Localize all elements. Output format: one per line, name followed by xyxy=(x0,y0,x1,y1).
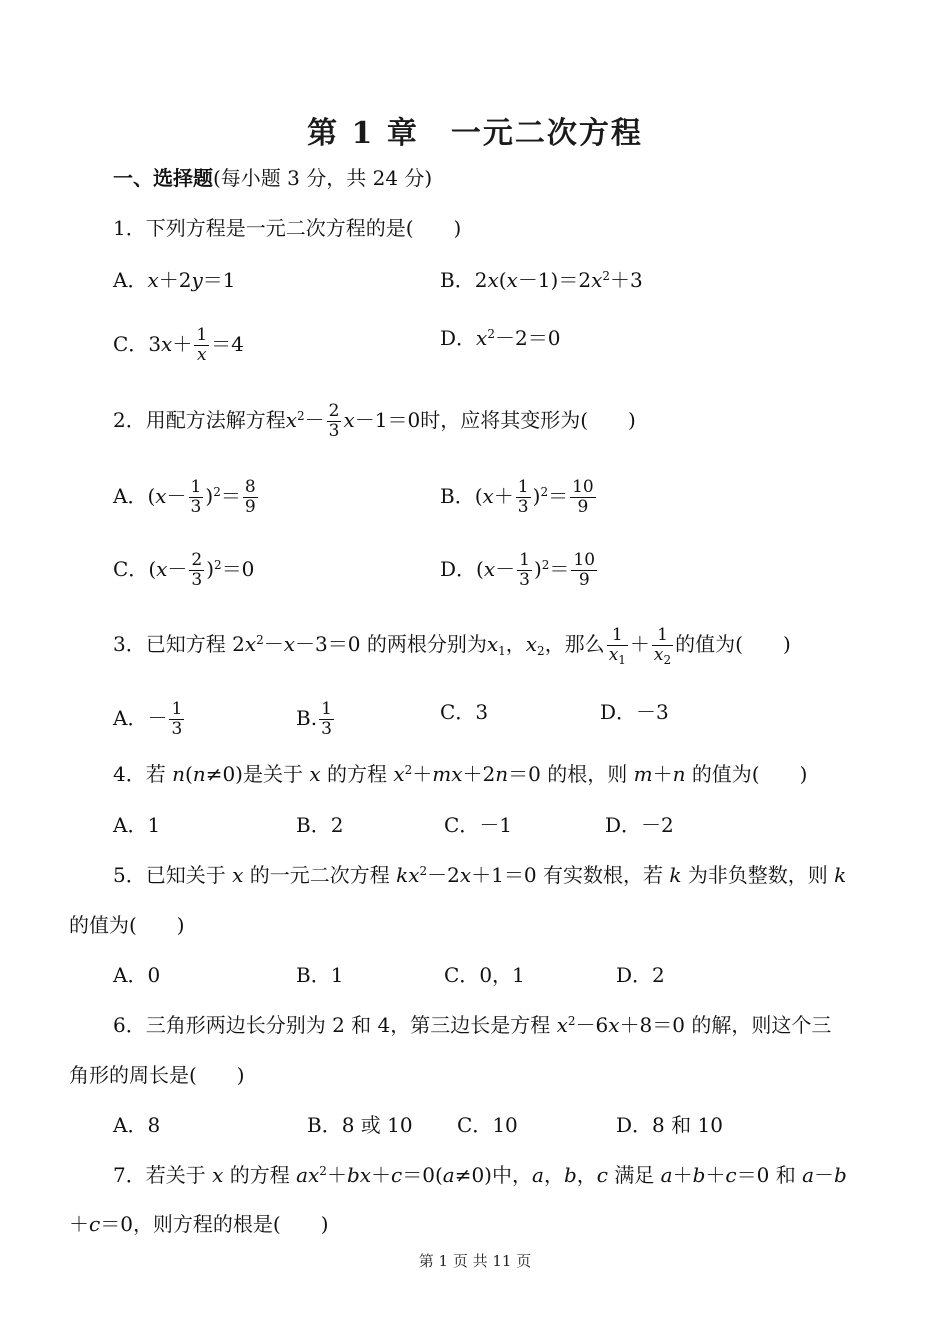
q1-option-b: B．$2x(x-1)=2x^2+3$ xyxy=(440,268,643,292)
q4-option-a: A．1 xyxy=(113,813,161,837)
section-note: (每小题 3 分，共 24 分) xyxy=(213,166,433,190)
question-5-line-2: 的值为( ) xyxy=(69,913,185,937)
q4-option-d: D．－2 xyxy=(605,813,674,837)
q1-option-d: D．$x^2-2=0$ xyxy=(440,326,561,350)
q6-option-b: B．8 或 10 xyxy=(307,1113,413,1137)
q5-option-a: A．0 xyxy=(113,963,161,987)
q6-option-d: D．8 和 10 xyxy=(616,1113,723,1137)
chapter-title: 第 1 章 一元二次方程 xyxy=(307,116,643,151)
question-2: 2．用配方法解方程$x^2-$ $\frac{2}{3}$ x－1＝0时，应将其变形为( ) xyxy=(113,401,636,441)
question-6-line-2: 角形的周长是( ) xyxy=(69,1063,245,1087)
question-6: 6．三角形两边长分别为 2 和 4，第三边长是方程 $x^2-6x+8=0$ 的解，则这个三 xyxy=(113,1013,832,1037)
question-7: 7．若关于 x 的方程 $ax^2+bx+c=0(a\ne 0)$中，a，b，c 满足 a＋b＋c＝0 和 a－b xyxy=(113,1163,847,1187)
page-footer: 第 1 页 共 11 页 xyxy=(418,1252,532,1270)
q6-option-c: C．10 xyxy=(457,1113,518,1137)
q6-option-a: A．8 xyxy=(113,1113,161,1137)
q4-option-c: C．－1 xyxy=(444,813,513,837)
question-5: 5．已知关于 x 的一元二次方程 $kx^2-2x+1=0$ 有实数根，若 k 为非负整数，则 k xyxy=(113,863,847,887)
q3-option-b: B. $\frac{1}{3}$ xyxy=(296,699,332,739)
q5-option-d: D．2 xyxy=(616,963,665,987)
q3-option-d: D．－3 xyxy=(600,700,669,724)
q3-option-c: C．3 xyxy=(440,700,489,724)
question-7-line-2: ＋c＝0，则方程的根是( ) xyxy=(69,1212,329,1236)
q5-option-c: C．0，1 xyxy=(444,963,525,987)
fraction: $\frac{1}{x}$ xyxy=(196,325,208,365)
q3-option-a: A．－ $\frac{1}{3}$ xyxy=(113,699,183,739)
q4-option-b: B．2 xyxy=(296,813,344,837)
section-heading xyxy=(113,166,432,190)
q2-option-c: C．(x－ $\frac{2}{3}$ )$^2$＝0 xyxy=(113,550,255,590)
question-1: 1．下列方程是一元二次方程的是( ) xyxy=(113,216,462,240)
section-label: 一、选择题 xyxy=(113,166,213,190)
question-4: 4．若 n(n≠0)是关于 x 的方程 $x^2+mx+2n=0$ 的根，则 m＋n 的值为( ) xyxy=(113,762,808,786)
q1-option-c: C．3x＋ $\frac{1}{x}$ ＝4 xyxy=(113,325,244,365)
q2-option-a: A．(x－ $\frac{1}{3}$ )$^2$＝ $\frac{8}{9}$ xyxy=(113,477,256,517)
q5-option-b: B．1 xyxy=(296,963,344,987)
q2-option-d: D．(x－ $\frac{1}{3}$ )$^2$＝ $\frac{10}{9}$ xyxy=(440,550,596,590)
question-3: 3．已知方程 $2x^2-x-3=0$ 的两根分别为$x_1$，$x_2$，那么 $\frac{1}{x_1}$ ＋ $\frac{1}{x_2}$ 的值为( ) xyxy=(113,625,791,667)
q2-option-b: B．(x＋ $\frac{1}{3}$ )$^2$＝ $\frac{10}{9}$ xyxy=(440,477,594,517)
q1-option-a: A．x＋2y＝1 xyxy=(113,268,236,292)
fraction: $\frac{2}{3}$ xyxy=(328,401,340,441)
